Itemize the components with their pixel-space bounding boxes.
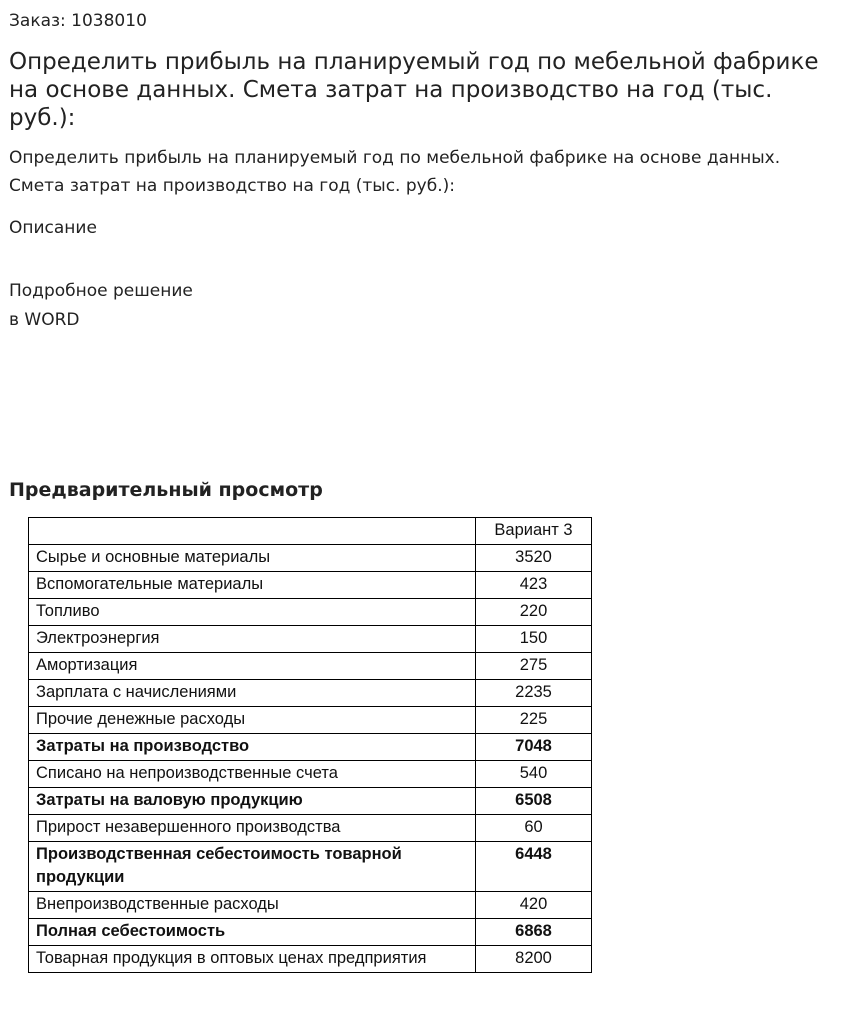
table-cell-value: 225	[476, 707, 592, 734]
table-cell-label: Внепроизводственные расходы	[29, 892, 476, 919]
table-row	[29, 842, 592, 892]
table-cell-value: 423	[476, 572, 592, 599]
table-cell-value: 6868	[476, 919, 592, 946]
table-header-row	[29, 518, 592, 545]
table-cell-value: 3520	[476, 545, 592, 572]
table-row	[29, 707, 592, 734]
description-text: Определить прибыль на планируемый год по мебельной фабрике на основе данных. Смета затрат на производство на год (тыс. руб.):	[9, 148, 781, 196]
table-cell-label: Затраты на производство	[29, 734, 476, 761]
table-cell-label: Товарная продукция в оптовых ценах предприятия	[29, 946, 476, 973]
table-cell-value: 6508	[476, 788, 592, 815]
table-cell-label: Затраты на валовую продукцию	[29, 788, 476, 815]
table-cell-label: Производственная себестоимость товарной продукции	[29, 842, 476, 892]
table-row	[29, 788, 592, 815]
table-header-cell-label	[29, 518, 476, 545]
table-cell-label: Зарплата с начислениями	[29, 680, 476, 707]
table-header-cell-variant: Вариант 3	[476, 518, 592, 545]
table-row	[29, 815, 592, 842]
table-cell-value: 8200	[476, 946, 592, 973]
table-cell-label: Сырье и основные материалы	[29, 545, 476, 572]
table-cell-value: 540	[476, 761, 592, 788]
table-row	[29, 734, 592, 761]
table-row	[29, 545, 592, 572]
table-row	[29, 946, 592, 973]
table-cell-label: Полная себестоимость	[29, 919, 476, 946]
table-row	[29, 626, 592, 653]
description-label: Описание	[9, 218, 97, 238]
table-cell-value: 7048	[476, 734, 592, 761]
preview-table	[28, 517, 592, 973]
table-row	[29, 680, 592, 707]
table-cell-value: 150	[476, 626, 592, 653]
table-cell-value: 420	[476, 892, 592, 919]
table-cell-label: Прочие денежные расходы	[29, 707, 476, 734]
table-cell-label: Топливо	[29, 599, 476, 626]
table-row	[29, 653, 592, 680]
table-cell-label: Вспомогательные материалы	[29, 572, 476, 599]
table-cell-value: 2235	[476, 680, 592, 707]
order-number: Заказ: 1038010	[9, 11, 147, 31]
table-cell-value: 60	[476, 815, 592, 842]
table-cell-value: 275	[476, 653, 592, 680]
table-cell-label: Списано на непроизводственные счета	[29, 761, 476, 788]
table-row	[29, 919, 592, 946]
table-cell-label: Прирост незавершенного производства	[29, 815, 476, 842]
table-cell-label: Амортизация	[29, 653, 476, 680]
table-cell-value: 6448	[476, 842, 592, 892]
solution-line-2: в WORD	[9, 310, 80, 330]
table-cell-value: 220	[476, 599, 592, 626]
table-row	[29, 761, 592, 788]
table-row	[29, 892, 592, 919]
preview-heading: Предварительный просмотр	[9, 479, 323, 501]
solution-info	[9, 277, 193, 335]
solution-line-1: Подробное решение	[9, 281, 193, 301]
table-row	[29, 599, 592, 626]
table-row	[29, 572, 592, 599]
table-cell-label: Электроэнергия	[29, 626, 476, 653]
page-title: Определить прибыль на планируемый год по мебельной фабрике на основе данных. Смета затрат на производство на год (тыс. руб.):	[9, 49, 819, 131]
